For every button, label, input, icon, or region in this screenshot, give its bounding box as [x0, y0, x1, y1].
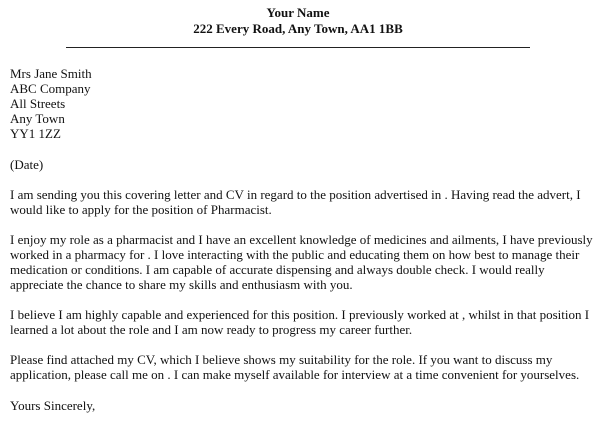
sender-name: Your Name: [266, 5, 330, 20]
body-paragraph-experience: I enjoy my role as a pharmacist and I have an excellent knowledge of medicines and ailments, I have previously worked in a pharmacy for . I love interacting with the public and educating them on how best to manage their medication or conditions. I am capable of accurate dispensing and always double check. I would really appreciate the chance to share my skills and enthusiasm with you.: [10, 232, 593, 292]
body-paragraph-capability: I believe I am highly capable and experienced for this position. I previously worked at , whilst in that position I learned a lot about the role and I am now ready to progress my career further.: [10, 307, 590, 337]
recipient-name: Mrs Jane Smith: [10, 66, 92, 81]
body-paragraph-closing: Please find attached my CV, which I believe shows my suitability for the role. If you want to discuss my application, please call me on . I can make myself available for interview at a time convenient for yourselves.: [10, 352, 580, 382]
recipient-street: All Streets: [10, 96, 66, 111]
recipient-town: Any Town: [10, 111, 65, 126]
sender-address: 222 Every Road, Any Town, AA1 1BB: [193, 21, 403, 36]
recipient-postcode: YY1 1ZZ: [10, 126, 61, 141]
letter-date: (Date): [10, 157, 44, 172]
signoff: Yours Sincerely,: [10, 398, 96, 413]
header-divider: [66, 47, 530, 48]
body-paragraph-intro: I am sending you this covering letter and CV in regard to the position advertised in . Having read the advert, I would like to apply for the position of Pharmacist.: [10, 187, 581, 217]
recipient-address-block: [10, 66, 594, 141]
recipient-company: ABC Company: [10, 81, 91, 96]
